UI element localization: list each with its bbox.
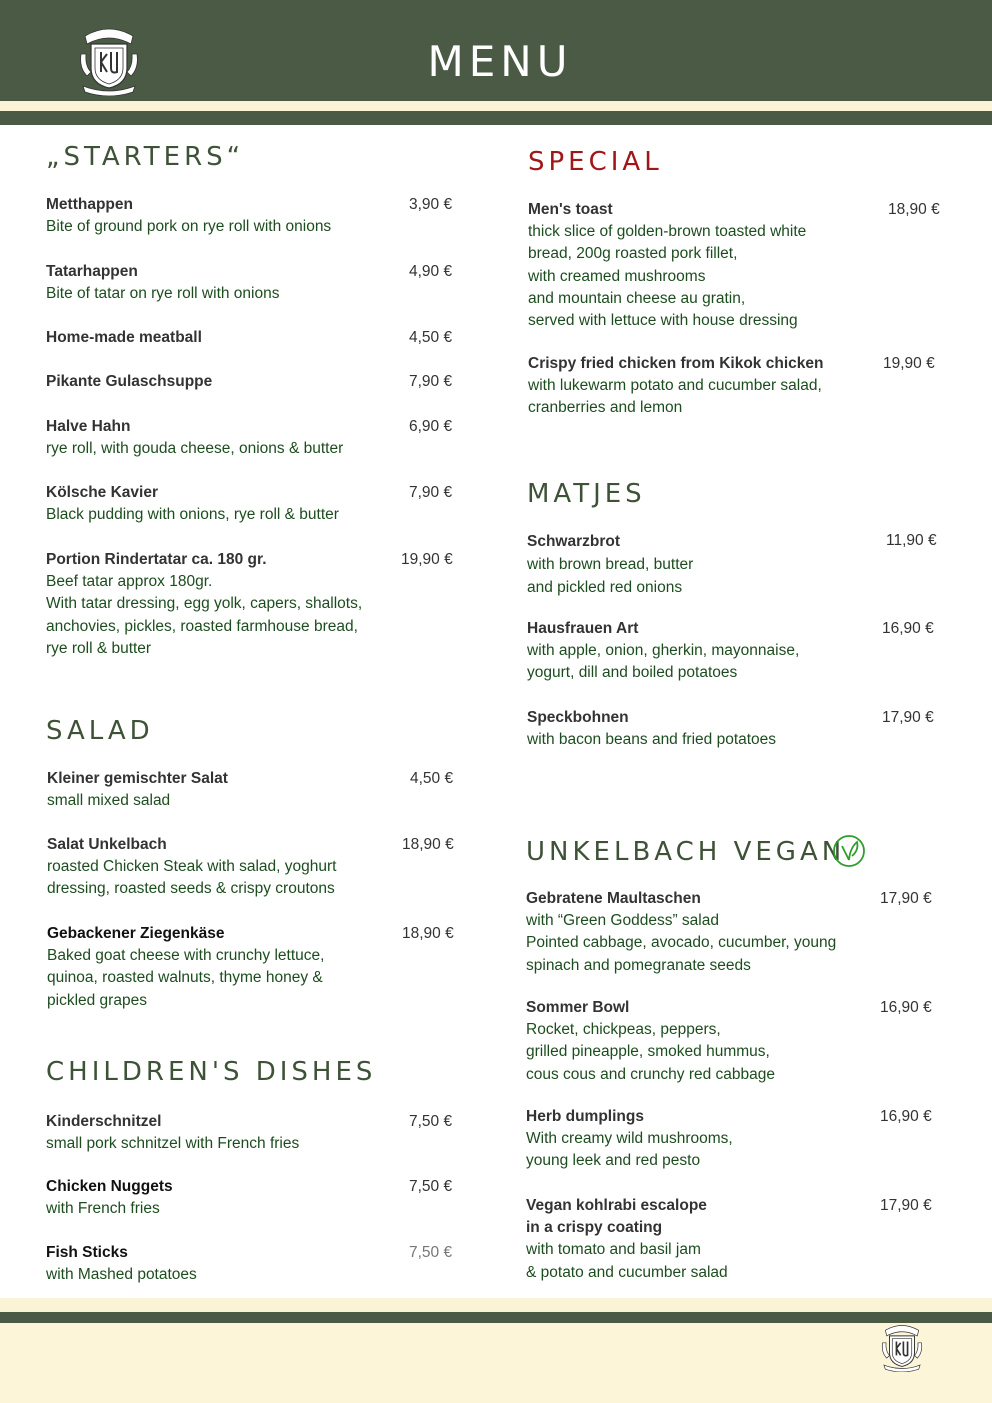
item-price: 19,90 € <box>883 355 935 372</box>
item-name: Men's toast <box>528 201 613 218</box>
item-description: with tomato and basil jam & potato and cucumber salad <box>526 1241 728 1281</box>
item-price: 7,50 € <box>409 1244 453 1261</box>
item-name: Gebratene Maultaschen <box>526 890 701 907</box>
item-price: 7,90 € <box>409 373 453 390</box>
menu-item <box>46 1176 396 1220</box>
item-price: 16,90 € <box>880 999 932 1016</box>
item-name: Kleiner gemischter Salat <box>47 770 228 787</box>
item-price: 7,50 € <box>409 1178 453 1195</box>
section-heading-children: CHILDREN'S DISHES <box>46 1057 377 1087</box>
item-name: Salat Unkelbach <box>47 836 167 853</box>
item-name: Crispy fried chicken from Kikok chicken <box>528 355 824 372</box>
item-price: 11,90 € <box>886 532 937 549</box>
menu-item <box>526 888 871 977</box>
item-description: with apple, onion, gherkin, mayonnaise, yogurt, dill and boiled potatoes <box>527 642 800 682</box>
header-stripe-cream <box>0 101 992 111</box>
item-name: Fish Sticks <box>46 1244 128 1261</box>
item-price: 18,90 € <box>402 925 454 942</box>
item-name: Kölsche Kavier <box>46 484 158 501</box>
item-name: Herb dumplings <box>526 1108 644 1125</box>
menu-item <box>526 1195 871 1284</box>
section-heading-salad: SALAD <box>46 716 154 746</box>
item-description: Bite of tatar on rye roll with onions <box>46 285 280 303</box>
item-price: 4,50 € <box>410 770 454 787</box>
item-price: 7,50 € <box>409 1113 453 1130</box>
menu-item <box>46 1111 396 1155</box>
menu-item <box>47 923 397 1012</box>
item-price: 3,90 € <box>409 196 453 213</box>
menu-item <box>46 416 396 460</box>
item-name: Metthappen <box>46 196 133 213</box>
page-title: MENU <box>427 37 573 86</box>
item-price: 4,90 € <box>409 263 453 280</box>
footer-stripe-cream <box>0 1298 992 1312</box>
item-name: Sommer Bowl <box>526 999 630 1016</box>
item-name: Schwarzbrot <box>527 533 621 550</box>
menu-item <box>46 261 396 305</box>
item-description: With creamy wild mushrooms, young leek and red pesto <box>526 1130 733 1170</box>
item-description: Bite of ground pork on rye roll with onions <box>46 218 332 236</box>
item-name: Portion Rindertatar ca. 180 gr. <box>46 551 267 568</box>
item-name: Gebackener Ziegenkäse <box>47 925 225 942</box>
item-name: Home-made meatball <box>46 329 202 346</box>
item-description: Beef tatar approx 180gr. With tatar dressing, egg yolk, capers, shallots, anchovies, pickles, roasted farmhouse bread, rye roll & butter <box>46 573 363 657</box>
item-name: Halve Hahn <box>46 418 131 435</box>
menu-item <box>527 530 872 599</box>
item-description: Baked goat cheese with crunchy lettuce, quinoa, roasted walnuts, thyme honey & pickled grapes <box>47 947 325 1009</box>
item-name: Kinderschnitzel <box>46 1113 162 1130</box>
menu-item <box>46 1242 396 1286</box>
item-name: Speckbohnen <box>527 709 629 726</box>
footer-background <box>0 1323 992 1403</box>
item-description: thick slice of golden-brown toasted white bread, 200g roasted pork fillet, with creamed mushrooms and mountain cheese au gratin, served with lettuce with house dressing <box>528 223 807 330</box>
menu-item <box>47 768 397 812</box>
menu-item <box>526 997 871 1086</box>
section-heading-special: SPECIAL <box>528 147 663 177</box>
menu-item <box>46 327 396 349</box>
header-stripe-green <box>0 111 992 125</box>
item-description: with bacon beans and fried potatoes <box>527 731 777 749</box>
menu-item <box>46 482 396 526</box>
item-price: 6,90 € <box>409 418 453 435</box>
item-price: 16,90 € <box>880 1108 932 1125</box>
footer-crest-logo <box>879 1322 925 1372</box>
item-price: 17,90 € <box>880 1197 932 1214</box>
item-price: 18,90 € <box>888 201 940 218</box>
section-heading-vegan: UNKELBACH VEGAN <box>526 837 846 867</box>
item-description: rye roll, with gouda cheese, onions & butter <box>46 440 344 458</box>
item-description: with lukewarm potato and cucumber salad, cranberries and lemon <box>528 377 822 417</box>
item-price: 4,50 € <box>409 329 453 346</box>
item-name: Chicken Nuggets <box>46 1178 173 1195</box>
menu-item <box>528 199 873 332</box>
section-heading-starters: „STARTERS“ <box>46 142 245 172</box>
menu-item <box>527 707 872 751</box>
item-description: with brown bread, butter and pickled red onions <box>527 556 694 596</box>
item-price: 16,90 € <box>882 620 934 637</box>
item-description: with French fries <box>46 1200 160 1218</box>
item-description: with Mashed potatoes <box>46 1266 197 1284</box>
menu-item <box>46 549 396 660</box>
menu-item <box>528 353 873 420</box>
section-heading-matjes: MATJES <box>527 479 646 509</box>
item-price: 17,90 € <box>882 709 934 726</box>
menu-item <box>527 618 872 685</box>
item-price: 17,90 € <box>880 890 932 907</box>
item-description: small pork schnitzel with French fries <box>46 1135 300 1153</box>
item-name: Hausfrauen Art <box>527 620 639 637</box>
item-name: Vegan kohlrabi escalope <box>526 1197 707 1214</box>
menu-item <box>46 371 396 393</box>
item-description: roasted Chicken Steak with salad, yoghurt dressing, roasted seeds & crispy croutons <box>47 858 337 898</box>
footer-stripe-green <box>0 1312 992 1323</box>
item-description: Black pudding with onions, rye roll & butter <box>46 506 339 524</box>
item-price: 7,90 € <box>409 484 453 501</box>
vegan-leaf-icon <box>832 834 866 868</box>
item-name: Pikante Gulaschsuppe <box>46 373 213 390</box>
item-name-line2: in a crispy coating <box>526 1219 663 1237</box>
menu-item <box>47 834 397 901</box>
menu-item <box>526 1106 871 1173</box>
item-price: 19,90 € <box>401 551 453 568</box>
item-description: small mixed salad <box>47 792 171 810</box>
item-description: Rocket, chickpeas, peppers, grilled pineapple, smoked hummus, cous cous and crunchy red cabbage <box>526 1021 776 1083</box>
item-name: Tatarhappen <box>46 263 138 280</box>
menu-item <box>46 194 396 238</box>
item-price: 18,90 € <box>402 836 454 853</box>
item-description: with “Green Goddess” salad Pointed cabbage, avocado, cucumber, young spinach and pomegranate seeds <box>526 912 837 974</box>
